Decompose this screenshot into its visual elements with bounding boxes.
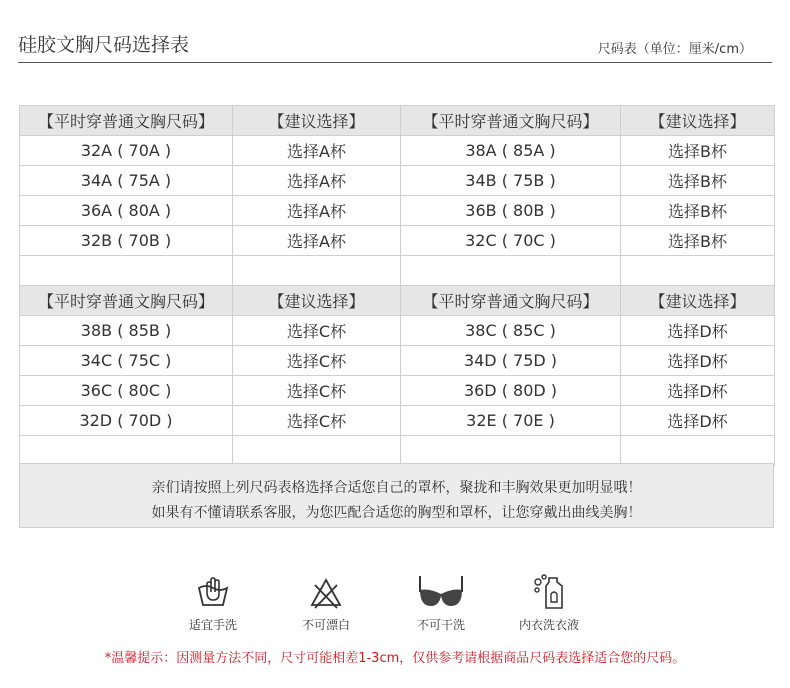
table-cell: 选择B杯 [621,136,775,166]
care-item-no-bleach [281,572,371,633]
table-cell: 32D ( 70D ) [20,406,233,436]
table-cell: 34B ( 75B ) [401,166,621,196]
spacer-row [20,436,775,466]
table-cell: 选择A杯 [233,136,401,166]
table-row [20,196,775,226]
column-header: 【建议选择】 [233,286,401,316]
table-cell: 选择D杯 [621,316,775,346]
table-cell: 34C ( 75C ) [20,346,233,376]
table-cell: 选择B杯 [621,226,775,256]
table-row [20,226,775,256]
no-dry-clean-icon [417,572,465,612]
column-header: 【建议选择】 [621,106,775,136]
no-bleach-icon [306,572,346,612]
table-cell: 选择C杯 [233,406,401,436]
care-label: 内衣洗衣液 [518,618,579,632]
page-title: 硅胶文胸尺码选择表 [18,34,190,56]
note-line-1: 亲们请按照上列尺码表格选择合适您自己的罩杯，聚拢和丰胸效果更加明显哦！ [151,480,642,496]
table-cell: 38C ( 85C ) [401,316,621,346]
table-cell: 36C ( 80C ) [20,376,233,406]
table-cell: 34A ( 75A ) [20,166,233,196]
spacer-row [20,256,775,286]
table-cell: 34D ( 75D ) [401,346,621,376]
table-cell: 选择C杯 [233,316,401,346]
table-cell: 36A ( 80A ) [20,196,233,226]
table-cell: 36D ( 80D ) [401,376,621,406]
table-cell: 选择A杯 [233,226,401,256]
care-label: 不可漂白 [301,618,350,632]
table-row [20,166,775,196]
table-cell: 选择D杯 [621,346,775,376]
table-cell: 选择D杯 [621,376,775,406]
table-cell: 选择A杯 [233,196,401,226]
care-item-detergent [504,572,594,633]
table-cell: 选择C杯 [233,346,401,376]
table-cell: 选择A杯 [233,166,401,196]
column-header: 【平时穿普通文胸尺码】 [20,286,233,316]
fitting-note [19,463,774,528]
size-table [19,105,775,466]
table-cell: 32C ( 70C ) [401,226,621,256]
column-header: 【建议选择】 [233,106,401,136]
table-header-row [20,106,775,136]
table-cell: 38A ( 85A ) [401,136,621,166]
care-item-hand-wash [168,572,258,633]
table-cell: 选择C杯 [233,376,401,406]
column-header: 【平时穿普通文胸尺码】 [20,106,233,136]
detergent-icon [529,572,569,612]
table-row [20,316,775,346]
table-cell: 36B ( 80B ) [401,196,621,226]
care-item-no-dry-clean [396,572,486,633]
column-header: 【平时穿普通文胸尺码】 [401,286,621,316]
table-cell: 32B ( 70B ) [20,226,233,256]
table-cell: 32E ( 70E ) [401,406,621,436]
care-label: 适宜手洗 [188,618,237,632]
table-header-row [20,286,775,316]
care-label: 不可干洗 [416,618,465,632]
table-row [20,136,775,166]
column-header: 【平时穿普通文胸尺码】 [401,106,621,136]
table-cell: 选择B杯 [621,166,775,196]
size-warning: *温馨提示：因测量方法不同，尺寸可能相差1-3cm，仅供参考请根据商品尺码表选择适合您的尺码。 [104,651,686,666]
unit-note: 尺码表（单位：厘米/cm） [597,42,752,57]
table-cell: 选择D杯 [621,406,775,436]
note-line-2: 如果有不懂请联系客服，为您匹配合适您的胸型和罩杯，让您穿戴出曲线美胸！ [151,505,642,521]
table-cell: 选择B杯 [621,196,775,226]
column-header: 【建议选择】 [621,286,775,316]
hand-wash-icon [193,572,233,612]
table-cell: 38B ( 85B ) [20,316,233,346]
table-row [20,406,775,436]
table-cell: 32A ( 70A ) [20,136,233,166]
title-divider [18,62,772,63]
table-row [20,346,775,376]
table-row [20,376,775,406]
